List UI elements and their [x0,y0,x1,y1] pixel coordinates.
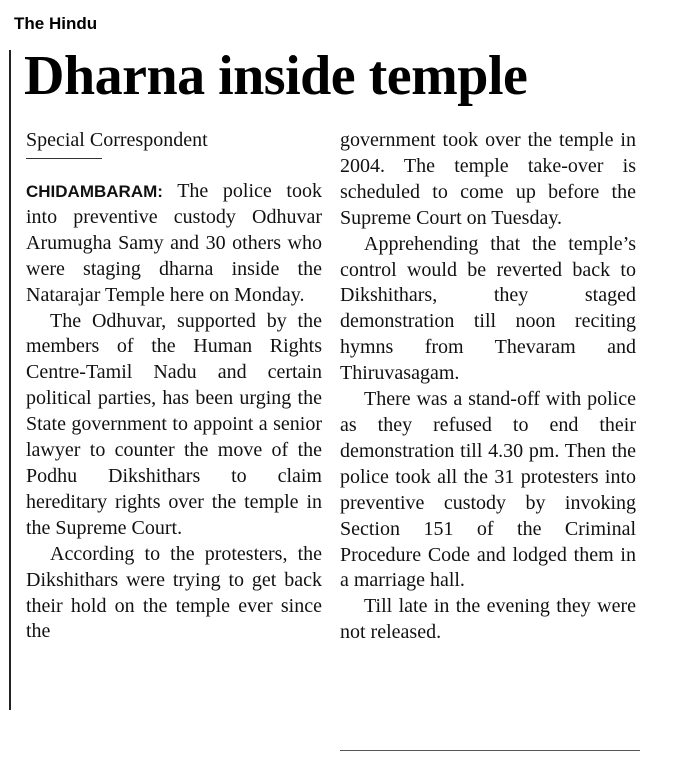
paragraph-1 [26,179,322,309]
headline: Dharna inside temple [24,45,528,107]
byline-rule [26,158,102,159]
newspaper-source: The Hindu [14,14,98,33]
left-column-rule [9,50,11,710]
paragraph-3: According to the protesters, the Dikshithars were trying to get back their hold on the temple ever since the [26,542,322,643]
paragraph-7: Till late in the evening they were not released. [340,595,636,644]
byline: Special Correspondent [26,129,208,151]
paragraph-6: There was a stand-off with police as they refused to end their demonstration till 4.30 pm. Then the police took all the 31 protesters into preventive custody by invoking Section 151 of the Criminal Procedure Code and lodged them in a marriage hall. [340,388,636,592]
paragraph-1-text: The police took into preventive custody Odhuvar Arumugha Samy and 30 others who were staging dharna inside the Natarajar Temple here on Monday. [26,180,322,306]
bottom-rule [340,750,640,751]
paragraph-2: The Odhuvar, supported by the members of the Human Rights Centre-Tamil Nadu and certain political parties, has been urging the State government to appoint a senior lawyer to counter the move of the Podhu Dikshithars to claim hereditary rights over the temple in the Supreme Court. [26,309,322,539]
paragraph-4: government took over the temple in 2004. The temple take-over is scheduled to come up before the Supreme Court on Tuesday. [340,129,636,229]
article-column-1 [26,128,322,645]
article-column-2 [340,128,636,646]
dateline: CHIDAMBARAM: [26,182,163,201]
paragraph-5: Apprehending that the temple’s control would be reverted back to Dikshithars, they staged demonstration till noon reciting hymns from Thevaram and Thiruvasagam. [340,232,636,385]
